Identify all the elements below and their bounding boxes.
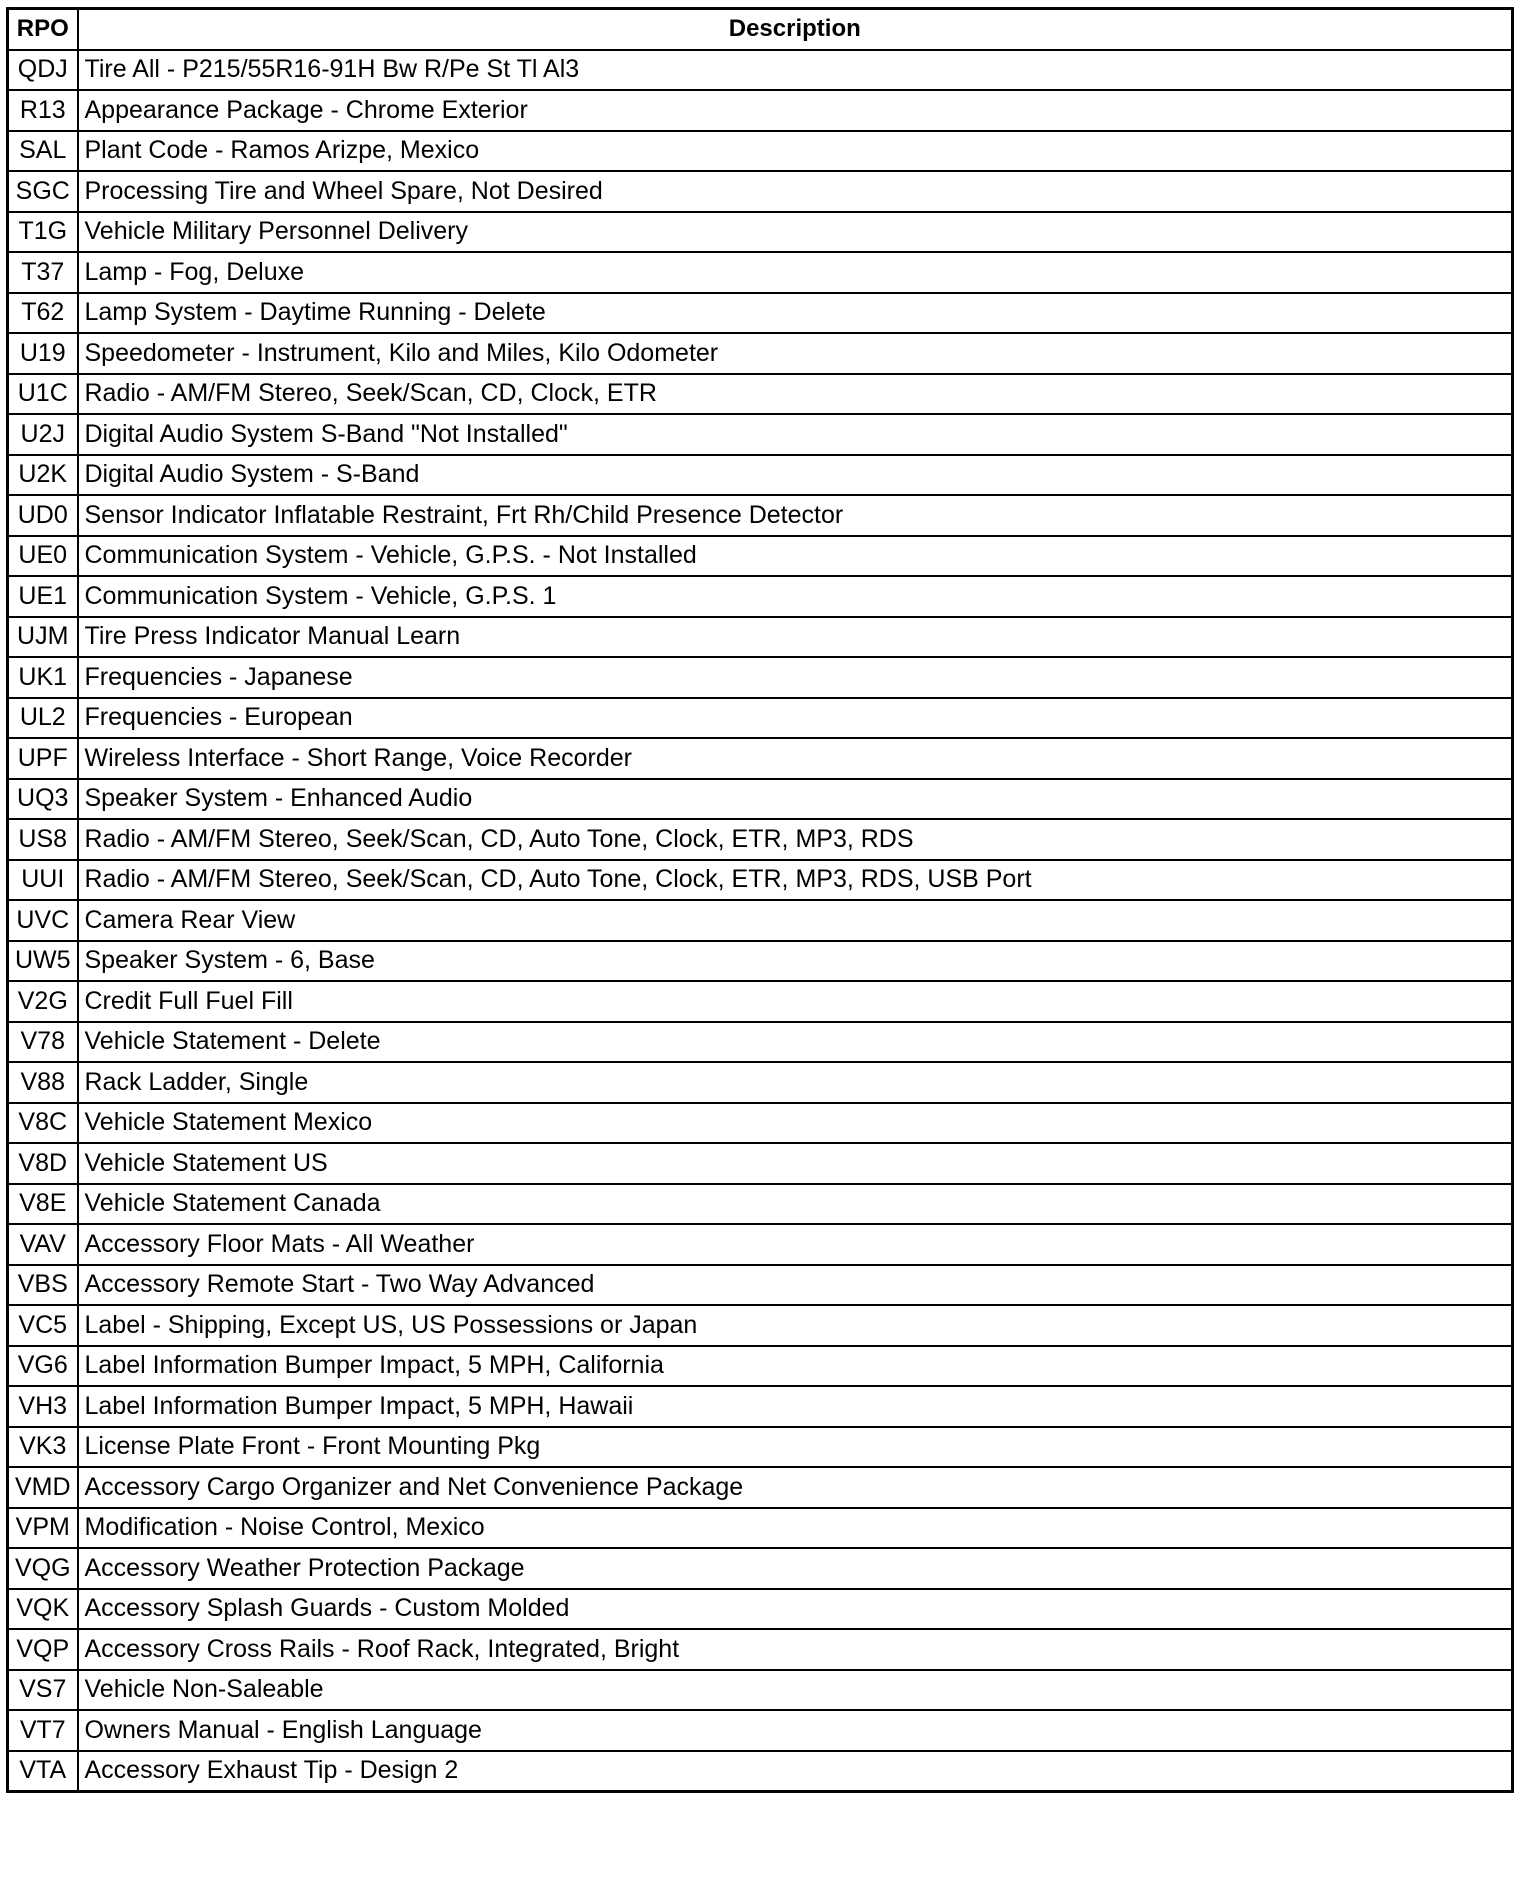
description-cell: Owners Manual - English Language xyxy=(78,1710,1513,1751)
table-row xyxy=(8,1265,1513,1306)
description-cell: Accessory Remote Start - Two Way Advanced xyxy=(78,1265,1513,1306)
table-row xyxy=(8,333,1513,374)
rpo-code-cell: V2G xyxy=(8,981,78,1022)
table-row xyxy=(8,617,1513,658)
table-row xyxy=(8,1508,1513,1549)
description-cell: Frequencies - Japanese xyxy=(78,657,1513,698)
description-cell: Vehicle Statement Mexico xyxy=(78,1103,1513,1144)
table-row xyxy=(8,171,1513,212)
table-row xyxy=(8,1184,1513,1225)
table-row xyxy=(8,1427,1513,1468)
table-row xyxy=(8,1062,1513,1103)
description-column-header: Description xyxy=(78,9,1513,50)
table-row xyxy=(8,536,1513,577)
rpo-code-cell: V88 xyxy=(8,1062,78,1103)
table-row xyxy=(8,1346,1513,1387)
description-cell: Digital Audio System - S-Band xyxy=(78,455,1513,496)
description-cell: Radio - AM/FM Stereo, Seek/Scan, CD, Auto Tone, Clock, ETR, MP3, RDS, USB Port xyxy=(78,860,1513,901)
table-row xyxy=(8,414,1513,455)
table-row xyxy=(8,212,1513,253)
table-header xyxy=(8,9,1513,50)
description-cell: Label - Shipping, Except US, US Possessions or Japan xyxy=(78,1305,1513,1346)
rpo-code-cell: VTA xyxy=(8,1751,78,1792)
rpo-code-cell: UJM xyxy=(8,617,78,658)
description-cell: Modification - Noise Control, Mexico xyxy=(78,1508,1513,1549)
rpo-code-cell: VK3 xyxy=(8,1427,78,1468)
description-cell: Tire All - P215/55R16-91H Bw R/Pe St Tl Al3 xyxy=(78,50,1513,91)
rpo-code-cell: VS7 xyxy=(8,1670,78,1711)
description-cell: Accessory Splash Guards - Custom Molded xyxy=(78,1589,1513,1630)
description-cell: Tire Press Indicator Manual Learn xyxy=(78,617,1513,658)
rpo-code-cell: VQP xyxy=(8,1629,78,1670)
table-body xyxy=(8,50,1513,1792)
table-row xyxy=(8,738,1513,779)
description-cell: Wireless Interface - Short Range, Voice Recorder xyxy=(78,738,1513,779)
rpo-code-cell: V8C xyxy=(8,1103,78,1144)
rpo-code-cell: US8 xyxy=(8,819,78,860)
description-cell: Vehicle Statement US xyxy=(78,1143,1513,1184)
table-row xyxy=(8,860,1513,901)
description-cell: Accessory Weather Protection Package xyxy=(78,1548,1513,1589)
rpo-table xyxy=(6,7,1514,1793)
description-cell: Vehicle Military Personnel Delivery xyxy=(78,212,1513,253)
table-row xyxy=(8,455,1513,496)
description-cell: Vehicle Statement - Delete xyxy=(78,1022,1513,1063)
description-cell: Rack Ladder, Single xyxy=(78,1062,1513,1103)
rpo-code-cell: VH3 xyxy=(8,1386,78,1427)
description-cell: Digital Audio System S-Band "Not Installed" xyxy=(78,414,1513,455)
rpo-code-cell: UW5 xyxy=(8,941,78,982)
table-row xyxy=(8,1629,1513,1670)
rpo-code-cell: SGC xyxy=(8,171,78,212)
description-cell: Radio - AM/FM Stereo, Seek/Scan, CD, Clock, ETR xyxy=(78,374,1513,415)
description-cell: Label Information Bumper Impact, 5 MPH, Hawaii xyxy=(78,1386,1513,1427)
rpo-code-cell: U2J xyxy=(8,414,78,455)
table-row xyxy=(8,576,1513,617)
rpo-code-cell: U2K xyxy=(8,455,78,496)
description-cell: Processing Tire and Wheel Spare, Not Desired xyxy=(78,171,1513,212)
rpo-code-cell: V8E xyxy=(8,1184,78,1225)
rpo-code-cell: VC5 xyxy=(8,1305,78,1346)
description-cell: Communication System - Vehicle, G.P.S. - Not Installed xyxy=(78,536,1513,577)
description-cell: Appearance Package - Chrome Exterior xyxy=(78,90,1513,131)
rpo-code-cell: U1C xyxy=(8,374,78,415)
description-cell: Radio - AM/FM Stereo, Seek/Scan, CD, Auto Tone, Clock, ETR, MP3, RDS xyxy=(78,819,1513,860)
table-row xyxy=(8,374,1513,415)
rpo-code-cell: T37 xyxy=(8,252,78,293)
description-cell: Credit Full Fuel Fill xyxy=(78,981,1513,1022)
rpo-code-cell: T1G xyxy=(8,212,78,253)
table-row xyxy=(8,657,1513,698)
table-row xyxy=(8,1710,1513,1751)
table-row xyxy=(8,779,1513,820)
rpo-code-cell: SAL xyxy=(8,131,78,172)
rpo-column-header: RPO xyxy=(8,9,78,50)
table-row xyxy=(8,1143,1513,1184)
description-cell: Label Information Bumper Impact, 5 MPH, California xyxy=(78,1346,1513,1387)
description-cell: Speaker System - 6, Base xyxy=(78,941,1513,982)
table-row xyxy=(8,1548,1513,1589)
table-row xyxy=(8,941,1513,982)
rpo-code-cell: UE0 xyxy=(8,536,78,577)
description-cell: License Plate Front - Front Mounting Pkg xyxy=(78,1427,1513,1468)
rpo-code-cell: V78 xyxy=(8,1022,78,1063)
description-cell: Frequencies - European xyxy=(78,698,1513,739)
rpo-code-cell: V8D xyxy=(8,1143,78,1184)
rpo-code-cell: UE1 xyxy=(8,576,78,617)
table-row xyxy=(8,50,1513,91)
table-row xyxy=(8,495,1513,536)
table-row xyxy=(8,819,1513,860)
rpo-code-cell: VPM xyxy=(8,1508,78,1549)
description-cell: Camera Rear View xyxy=(78,900,1513,941)
rpo-code-cell: VQK xyxy=(8,1589,78,1630)
rpo-code-cell: VBS xyxy=(8,1265,78,1306)
table-row xyxy=(8,131,1513,172)
table-row xyxy=(8,1022,1513,1063)
description-cell: Accessory Exhaust Tip - Design 2 xyxy=(78,1751,1513,1792)
rpo-code-cell: UPF xyxy=(8,738,78,779)
description-cell: Speedometer - Instrument, Kilo and Miles, Kilo Odometer xyxy=(78,333,1513,374)
rpo-code-cell: U19 xyxy=(8,333,78,374)
description-cell: Accessory Floor Mats - All Weather xyxy=(78,1224,1513,1265)
rpo-code-cell: VAV xyxy=(8,1224,78,1265)
header-row xyxy=(8,9,1513,50)
rpo-code-cell: VMD xyxy=(8,1467,78,1508)
rpo-code-cell: T62 xyxy=(8,293,78,334)
table-row xyxy=(8,698,1513,739)
description-cell: Accessory Cross Rails - Roof Rack, Integrated, Bright xyxy=(78,1629,1513,1670)
rpo-code-cell: UQ3 xyxy=(8,779,78,820)
table-row xyxy=(8,1103,1513,1144)
table-row xyxy=(8,1386,1513,1427)
rpo-code-cell: VG6 xyxy=(8,1346,78,1387)
rpo-code-cell: VT7 xyxy=(8,1710,78,1751)
table-row xyxy=(8,90,1513,131)
description-cell: Communication System - Vehicle, G.P.S. 1 xyxy=(78,576,1513,617)
rpo-code-cell: UD0 xyxy=(8,495,78,536)
table-row xyxy=(8,1589,1513,1630)
table-row xyxy=(8,900,1513,941)
table-row xyxy=(8,981,1513,1022)
description-cell: Vehicle Non-Saleable xyxy=(78,1670,1513,1711)
description-cell: Accessory Cargo Organizer and Net Convenience Package xyxy=(78,1467,1513,1508)
description-cell: Lamp System - Daytime Running - Delete xyxy=(78,293,1513,334)
table-row xyxy=(8,1305,1513,1346)
rpo-code-cell: UL2 xyxy=(8,698,78,739)
table-row xyxy=(8,1467,1513,1508)
table-row xyxy=(8,1670,1513,1711)
description-cell: Lamp - Fog, Deluxe xyxy=(78,252,1513,293)
rpo-code-cell: QDJ xyxy=(8,50,78,91)
rpo-code-cell: UUI xyxy=(8,860,78,901)
table-row xyxy=(8,293,1513,334)
description-cell: Speaker System - Enhanced Audio xyxy=(78,779,1513,820)
rpo-code-cell: UVC xyxy=(8,900,78,941)
rpo-code-cell: UK1 xyxy=(8,657,78,698)
rpo-code-sheet xyxy=(6,7,1511,1793)
description-cell: Vehicle Statement Canada xyxy=(78,1184,1513,1225)
description-cell: Plant Code - Ramos Arizpe, Mexico xyxy=(78,131,1513,172)
table-row xyxy=(8,252,1513,293)
description-cell: Sensor Indicator Inflatable Restraint, Frt Rh/Child Presence Detector xyxy=(78,495,1513,536)
table-row xyxy=(8,1751,1513,1792)
table-row xyxy=(8,1224,1513,1265)
rpo-code-cell: VQG xyxy=(8,1548,78,1589)
rpo-code-cell: R13 xyxy=(8,90,78,131)
